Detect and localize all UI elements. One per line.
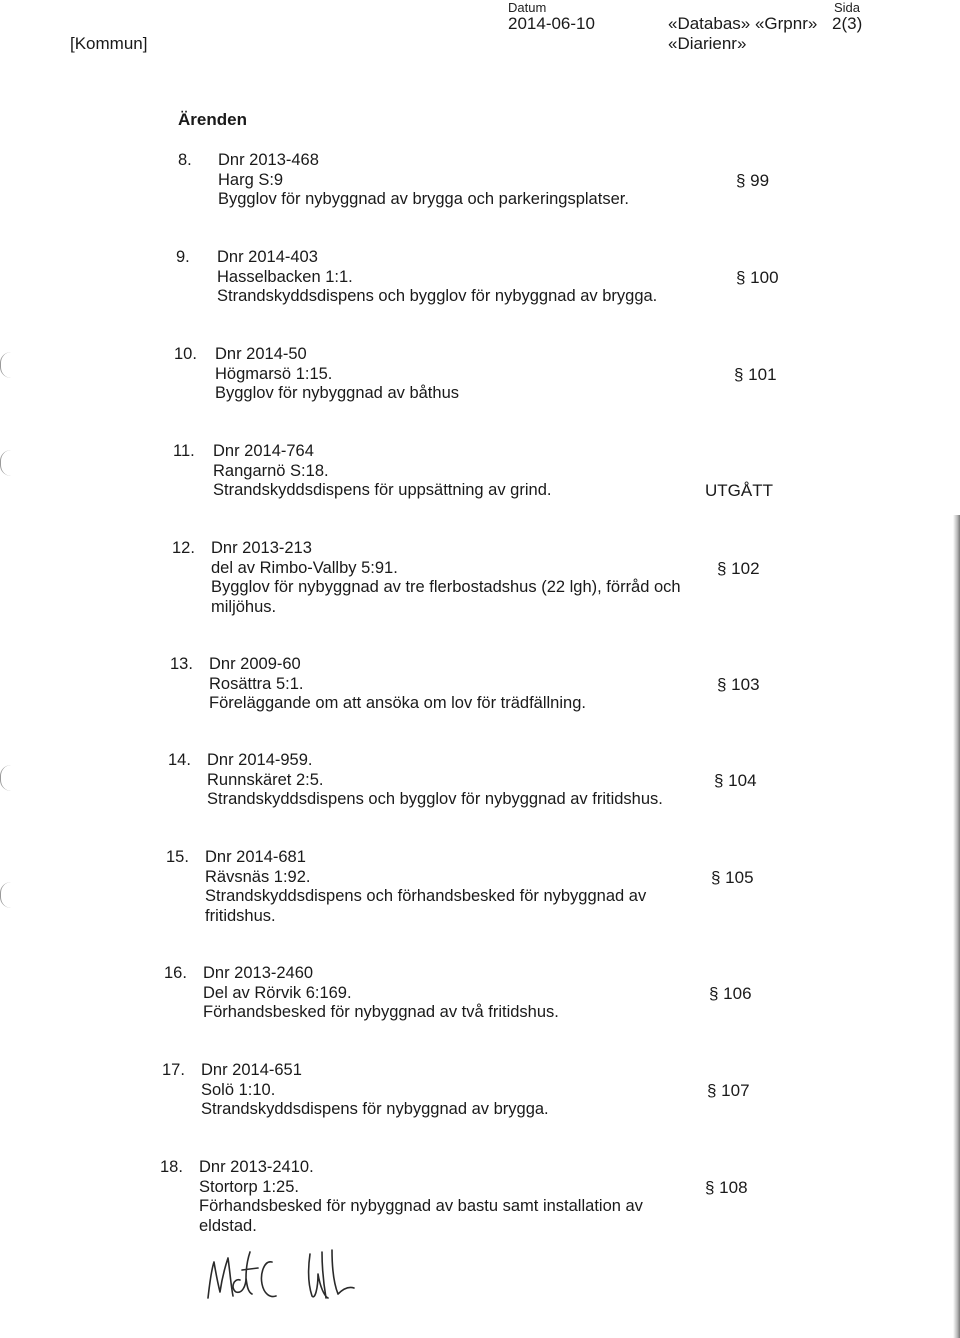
case-description: Bygglov för nybyggnad av brygga och parkeringsplatser. — [218, 190, 629, 208]
case-dnr: Dnr 2013-2410. — [199, 1158, 314, 1176]
scan-edge-shadow — [953, 515, 960, 1338]
case-description: Förhandsbesked för nybyggnad av bastu samt installation av — [199, 1197, 643, 1215]
case-number: 11. — [173, 442, 195, 460]
paragraph-reference: § 107 — [707, 1080, 750, 1100]
date-value: 2014-06-10 — [508, 14, 595, 33]
punch-hole-mark — [0, 352, 11, 378]
case-number: 14. — [168, 751, 191, 769]
case-property: Rävsnäs 1:92. — [205, 867, 311, 886]
case-property: Runnskäret 2:5. — [207, 770, 324, 789]
case-dnr: Dnr 2014-651 — [201, 1061, 302, 1079]
paragraph-reference: § 100 — [736, 267, 779, 287]
case-property: Högmarsö 1:15. — [215, 364, 333, 383]
case-dnr: Dnr 2014-50 — [215, 345, 307, 363]
paragraph-reference: § 102 — [717, 558, 760, 578]
case-property: Solö 1:10. — [201, 1080, 276, 1099]
reference-line-2: «Diarienr» — [668, 34, 747, 53]
case-description: eldstad. — [199, 1216, 257, 1235]
paragraph-reference: § 103 — [717, 674, 760, 694]
municipality-name: [Kommun] — [70, 34, 148, 53]
reference-line-1: «Databas» «Grpnr» — [668, 14, 818, 33]
case-number: 18. — [160, 1158, 183, 1176]
case-description: Strandskyddsdispens för nybyggnad av brygga. — [201, 1100, 549, 1118]
case-property: Harg S:9 — [218, 170, 284, 189]
case-number: 13. — [170, 655, 193, 673]
case-dnr: Dnr 2014-764 — [213, 442, 314, 460]
case-description: Föreläggande om att ansöka om lov för trädfällning. — [209, 694, 586, 712]
handwritten-initials-signature — [200, 1240, 370, 1315]
case-description: Strandskyddsdispens och bygglov för nybyggnad av fritidshus. — [207, 790, 663, 808]
case-description: miljöhus. — [211, 597, 277, 616]
case-description: Förhandsbesked för nybyggnad av två fritidshus. — [203, 1003, 559, 1021]
case-description: Strandskyddsdispens för uppsättning av grind. — [213, 481, 552, 499]
paragraph-reference: § 108 — [705, 1177, 748, 1197]
case-dnr: Dnr 2009-60 — [209, 655, 301, 673]
case-dnr: Dnr 2013-468 — [218, 151, 319, 169]
case-description: fritidshus. — [205, 906, 276, 925]
punch-hole-mark — [0, 765, 11, 791]
case-property: del av Rimbo-Vallby 5:91. — [211, 558, 398, 577]
punch-hole-mark — [0, 450, 11, 476]
case-description: Bygglov för nybyggnad av båthus — [215, 384, 459, 402]
case-description: Bygglov för nybyggnad av tre flerbostadshus (22 lgh), förråd och — [211, 578, 681, 596]
case-number: 8. — [178, 151, 192, 169]
case-description: Strandskyddsdispens och förhandsbesked för nybyggnad av — [205, 887, 647, 905]
paragraph-reference: § 106 — [709, 983, 752, 1003]
case-property: Stortorp 1:25. — [199, 1177, 299, 1196]
date-label: Datum — [508, 0, 547, 15]
case-number: 9. — [176, 248, 190, 266]
section-title: Ärenden — [178, 110, 247, 129]
case-property: Rangarnö S:18. — [213, 461, 329, 480]
case-number: 17. — [162, 1061, 185, 1079]
paragraph-reference: § 105 — [711, 867, 754, 887]
case-dnr: Dnr 2013-213 — [211, 539, 312, 557]
page-label: Sida — [834, 0, 861, 15]
case-property: Hasselbacken 1:1. — [217, 267, 353, 286]
case-dnr: Dnr 2014-959. — [207, 751, 313, 769]
page-number: 2(3) — [832, 14, 863, 33]
paragraph-reference: § 99 — [736, 170, 770, 190]
case-dnr: Dnr 2013-2460 — [203, 964, 314, 982]
case-property: Rosättra 5:1. — [209, 674, 304, 693]
paragraph-reference: § 101 — [734, 364, 777, 384]
case-description: Strandskyddsdispens och bygglov för nybyggnad av brygga. — [217, 287, 658, 305]
case-number: 10. — [174, 345, 197, 363]
paragraph-reference: § 104 — [714, 770, 757, 790]
case-number: 16. — [164, 964, 187, 982]
case-dnr: Dnr 2014-681 — [205, 848, 306, 866]
paragraph-reference: UTGÅTT — [705, 481, 773, 500]
punch-hole-mark — [0, 882, 11, 908]
case-dnr: Dnr 2014-403 — [217, 248, 318, 266]
case-number: 15. — [166, 848, 189, 866]
case-property: Del av Rörvik 6:169. — [203, 983, 352, 1002]
case-number: 12. — [172, 539, 195, 557]
